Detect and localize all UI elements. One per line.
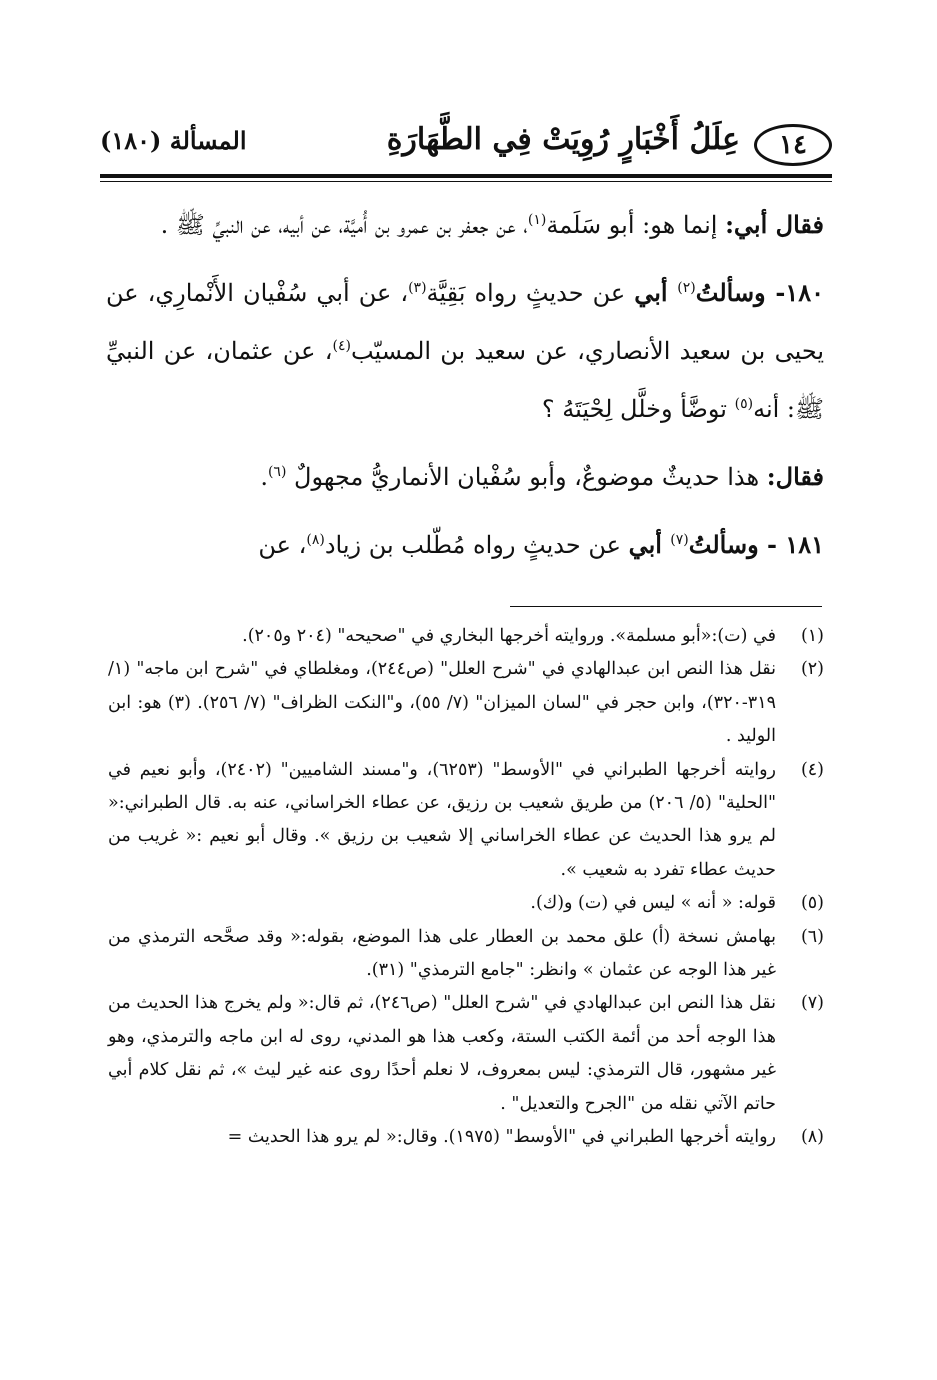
footnote-item: [108, 921, 824, 988]
footnote-ref-6: (٦): [267, 464, 287, 480]
footnote-number: (٦): [800, 926, 824, 947]
footnote-separator: [510, 606, 822, 607]
footnote-number: (٤): [800, 759, 824, 780]
footnote-number: (٥): [800, 893, 824, 914]
footnote-item: [108, 754, 824, 888]
abi-label: أبي: [628, 530, 671, 559]
text-run: عن حديثٍ رواه مُطّلب بن زياد: [324, 531, 629, 559]
footnote-number: (٧): [800, 993, 824, 1014]
paragraph-180: [106, 264, 824, 438]
text-run: هذا حديثٌ موضوعٌ، وأبو سُفْيان الأنماريُّ مجهولٌ: [286, 463, 767, 491]
page-header: [100, 118, 832, 170]
footnote-item: [108, 653, 824, 753]
text-run: ، عن عثمان، عن النبيِّ ﷺ: أنه: [106, 337, 824, 423]
text-run: ، عن أبي سُفْيان الأَنْمارِي، عن يحيى بن سعيد الأنصاري، عن سعيد بن المسيّب: [106, 279, 825, 365]
footnote-ref-4: (٤): [332, 338, 351, 354]
running-title: عِلَلُ أَخْبَارٍ رُوِيَتْ فِي الطَّهَارَةِ: [386, 122, 740, 157]
footnote-item: [108, 620, 824, 653]
footnotes: [108, 620, 824, 1155]
question-number-180: ١٨٠- وسألتُ: [695, 278, 825, 307]
footnote-text: نقل هذا النص ابن عبدالهادي في "شرح العلل" (ص٢٤٦)، ثم قال:« ولم يخرج هذا الحديث من هذا الوجه أحد من أئمة الكتب الستة، وكعب هذا هو المدني، روى له ابن ماجه والترمذي، وهو غير مشهور، قال الترمذي: ليس بمعروف، لا نعلم أحدًا روى عنه غير ليث »، ثم نقل كلام أبي حاتم الآتي نقله من "الجرح والتعديل" .: [108, 993, 776, 1114]
footnote-ref-8: (٨): [306, 532, 325, 548]
footnote-number: (١): [800, 626, 824, 646]
footnote-text: روايته أخرجها الطبراني في "الأوسط" (٦٢٥٣)، و"مسند الشاميين" (٢٤٠٢)، وأبو نعيم في "الحلية" (٥/ ٢٠٦) من طريق شعيب بن رزيق، عن عطاء الخراساني، عنه به. قال الطبراني:« لم يرو هذا الحديث عن عطاء الخراساني إلا شعيب بن رزيق ». وقال أبو نعيم :« غريب من حديث عطاء تفرد به شعيب ».: [108, 759, 776, 880]
footnote-text: في (ت):«أبو مسلمة». وروايته أخرجها البخاري في "صحيحه" (٢٠٤ و٢٠٥).: [242, 626, 776, 646]
footnote-ref-1: (١): [527, 212, 547, 228]
text-run: توضَّأ وخلَّل لِحْيَتَهُ ؟: [541, 395, 735, 423]
paragraph-abi-answer: [106, 196, 824, 254]
speaker-label: فقال:: [766, 462, 824, 491]
text-run: .: [260, 463, 268, 491]
footnote-ref-2: (٢): [677, 280, 696, 296]
header-rule-thick: [100, 174, 832, 178]
paragraph-answer-180: [106, 448, 824, 506]
header-rule-thin: [100, 181, 832, 182]
main-text: [106, 196, 824, 574]
question-number-181: ١٨١ - وسألتُ: [688, 530, 824, 559]
text-run: ، عن: [258, 531, 307, 559]
footnote-item: [108, 987, 824, 1121]
paragraph-181: [106, 516, 824, 574]
footnote-ref-7: (٧): [670, 532, 689, 548]
page-number: ١٤: [754, 124, 832, 166]
footnote-number: (٨): [800, 1127, 824, 1148]
text-run: عن حديثٍ رواه بَقِيَّة: [426, 279, 635, 307]
footnote-text: نقل هذا النص ابن عبدالهادي في "شرح العلل" (ص٢٤٤)، ومغلطاي في "شرح ابن ماجه" (١/ ٣١٩-٣٢٠)، وابن حجر في "لسان الميزان" (٧/ ٥٥)، و"النكت الظراف" (٧/ ٢٥٦). (٣) هو: ابن الوليد .: [108, 659, 776, 747]
speaker-label: فقال أبي:: [725, 210, 824, 239]
masala-number: المسألة (١٨٠): [100, 126, 247, 155]
footnote-item: [108, 887, 824, 920]
footnote-text: بهامش نسخة (أ) علق محمد بن العطار على هذا الموضع، بقوله:« وقد صحَّحه الترمذي من غير هذا الوجه عن عثمان » وانظر: "جامع الترمذي" (٣١).: [108, 926, 776, 981]
footnote-text: قوله: « أنه » ليس في (ت) و(ك).: [530, 893, 776, 914]
footnote-item: [108, 1121, 824, 1154]
footnote-ref-3: (٣): [408, 280, 427, 296]
text-run: إنما هو: أبو سَلَمة: [546, 211, 726, 239]
abi-label: أبي: [634, 278, 678, 307]
footnote-ref-5: (٥): [734, 396, 754, 412]
footnote-number: (٢): [800, 659, 824, 680]
footnote-text: روايته أخرجها الطبراني في "الأوسط" (١٩٧٥). وقال:« لم يرو هذا الحديث =: [227, 1127, 776, 1148]
text-run: ، عن جعفر بن عمرو بن أُميَّة، عن أبيه، عن النبيِّ ﷺ .: [160, 211, 528, 239]
